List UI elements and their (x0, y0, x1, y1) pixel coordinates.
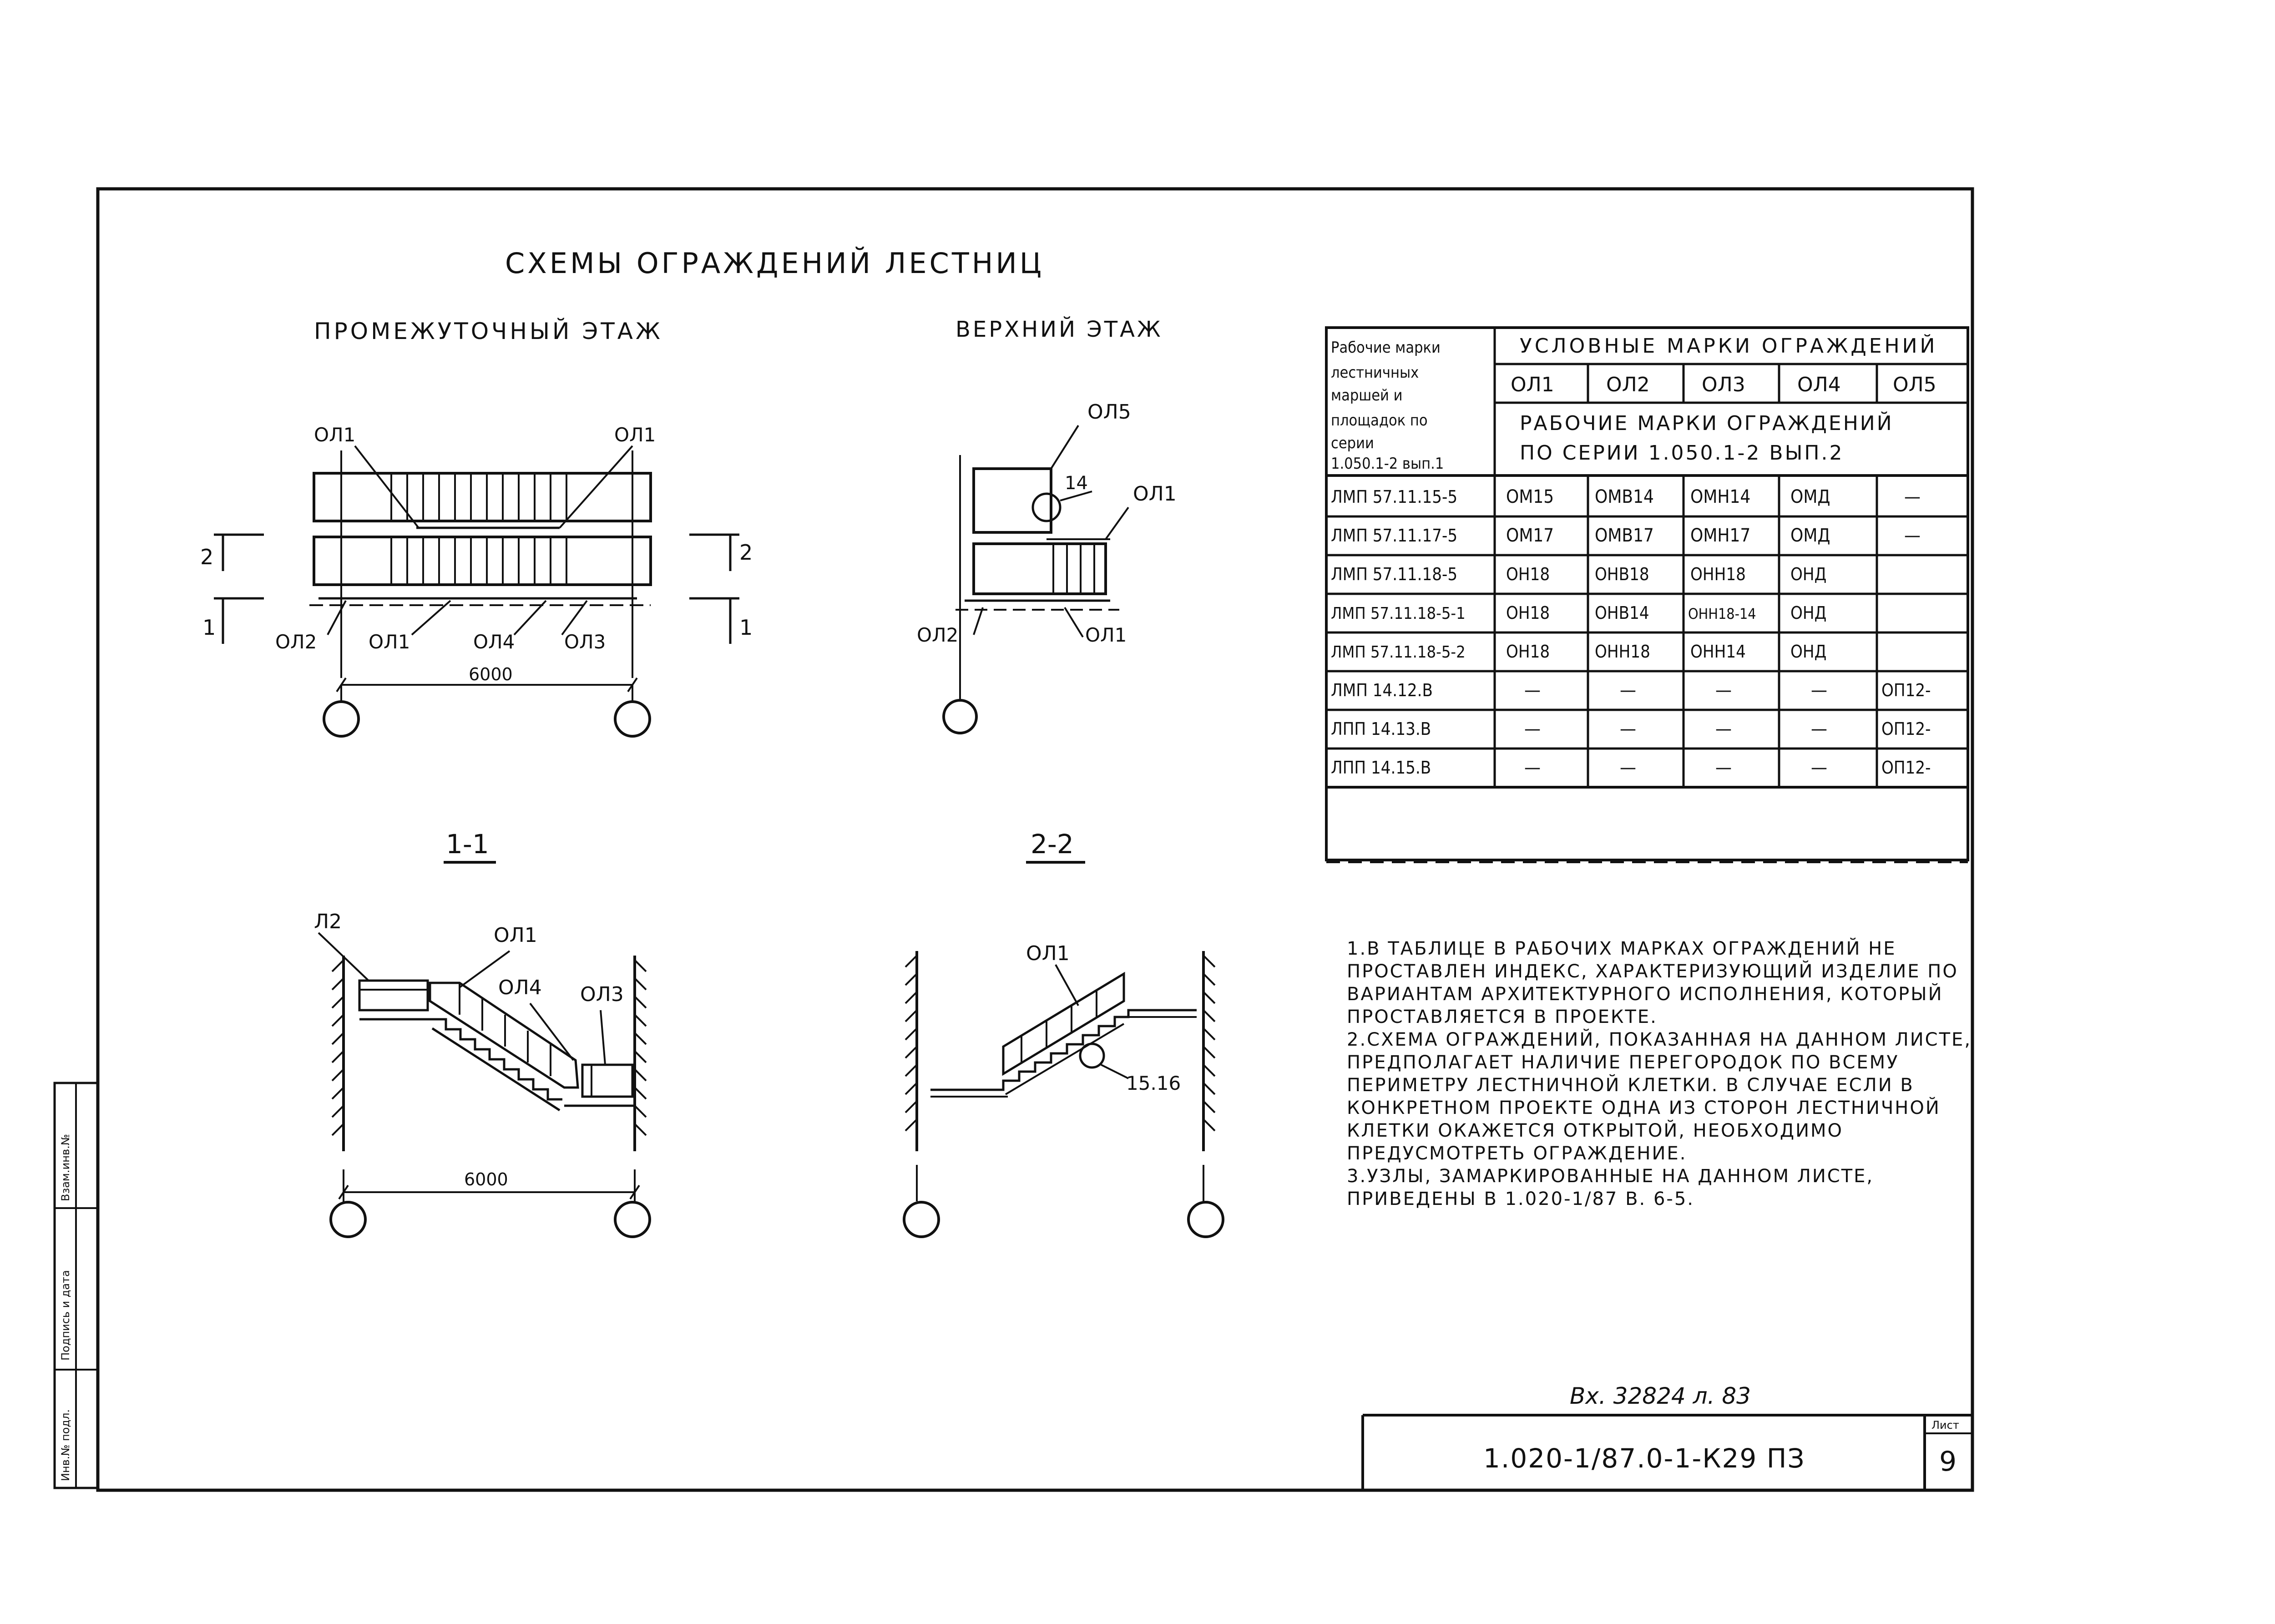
section1-label-l2: Л2 (314, 910, 342, 933)
table-row (1331, 486, 1921, 507)
sheet-label: Лист (1931, 1419, 1959, 1432)
table-cell: — (1620, 757, 1636, 778)
table-cell-mark: ЛПП 14.15.В (1331, 758, 1431, 778)
table-cell: ОНН14 (1690, 642, 1746, 662)
plan-label-ol1-right: ОЛ1 (614, 424, 656, 446)
view-title-top: Верхний этаж (956, 317, 1163, 342)
table-header-row-label: Рабочие марки лестничных маршей и площадок по серии 1.050.1-2 вып.1 (1331, 339, 1444, 473)
table-cell: — (1620, 680, 1636, 701)
plan-label-ol2: ОЛ2 (275, 631, 317, 653)
table-cell-mark: ЛМП 57.11.18-5-2 (1331, 643, 1466, 662)
table-cell: ОН18 (1506, 642, 1550, 662)
table-cell: — (1524, 757, 1541, 778)
table-cell: ОМ17 (1506, 525, 1554, 546)
table-cell: ОМД (1790, 486, 1830, 507)
table-cell: ОН18 (1506, 603, 1550, 623)
plan-label-ol3: ОЛ3 (564, 631, 606, 653)
table-col-ol4: ОЛ4 (1797, 373, 1841, 396)
plan-top-label-ol2: ОЛ2 (917, 624, 959, 646)
table-cell: ОМ15 (1506, 486, 1554, 507)
sheet-number: 9 (1939, 1446, 1957, 1477)
table-cell-mark: ЛМП 57.11.15-5 (1331, 487, 1458, 507)
table-cell: ОНВ18 (1595, 564, 1649, 584)
sheet-title: Схемы ограждений лестниц (505, 247, 1044, 280)
plan-label-ol1-bottom: ОЛ1 (369, 631, 410, 653)
plan-label-ol1-left: ОЛ1 (314, 424, 356, 446)
table-col-ol2: ОЛ2 (1606, 373, 1650, 396)
table-cell-mark: ЛМП 57.11.18-5-1 (1331, 604, 1466, 623)
table-header-conditional: Условные марки ограждений (1520, 334, 1938, 358)
table-col-ol1: ОЛ1 (1511, 373, 1554, 396)
plan-dim-6000: 6000 (469, 664, 513, 684)
table-row (1331, 757, 1931, 778)
table-cell-mark: ЛПП 14.13.В (1331, 719, 1431, 739)
section1-label-ol3: ОЛ3 (580, 983, 624, 1006)
section1-dim-6000: 6000 (464, 1169, 508, 1189)
side-signature-date: Подпись и дата (59, 1270, 72, 1361)
table-cell: ОНВ14 (1595, 603, 1649, 623)
section-2-2 (904, 829, 1223, 1237)
table-cell: ОП12- (1881, 758, 1931, 778)
table-header-working: Рабочие марки ограждений по серии 1.050.1-2 вып.2 (1520, 412, 1894, 465)
table-cell: — (1811, 680, 1827, 701)
table-cell: — (1811, 718, 1827, 739)
cut-label-2-right: 2 (739, 540, 753, 565)
section-1-1 (314, 829, 650, 1237)
section-2-2-title: 2-2 (1031, 829, 1074, 860)
table-cell: ОНД (1790, 603, 1827, 623)
section1-label-ol4: ОЛ4 (498, 976, 542, 999)
note-item: 2.СХЕМА ОГРАЖДЕНИЙ, ПОКАЗАННАЯ НА ДАННОМ ЛИСТЕ, ПРЕДПОЛАГАЕТ НАЛИЧИЕ ПЕРЕГОРОДОК ПО ВСЕМУ ПЕРИМЕТРУ ЛЕСТНИЧНОЙ КЛЕТКИ. В СЛУЧАЕ ЕСЛИ В КОНКРЕТНОМ ПРОЕКТЕ ОДНА ИЗ СТОРОН ЛЕСТНИЧНОЙ КЛЕТКИ ОКАЖЕТСЯ ОТКРЫТОЙ, НЕОБХОДИМО ПРЕДУСМОТРЕТЬ ОГРАЖДЕНИЕ. (1347, 1029, 1979, 1164)
section2-label-node: 15.16 (1126, 1072, 1181, 1094)
side-replacement-inv: Взам.инв.№ (59, 1134, 72, 1201)
plan-top-label-ol1-bottom: ОЛ1 (1085, 624, 1127, 646)
section2-label-ol1: ОЛ1 (1026, 942, 1070, 965)
table-cell: ОМН14 (1690, 486, 1751, 507)
table-cell: ОМН17 (1690, 525, 1751, 546)
cut-label-1-right: 1 (739, 615, 753, 640)
table-row (1331, 680, 1931, 701)
table-cell-mark: ЛМП 14.12.В (1331, 680, 1433, 700)
cut-label-2-left: 2 (200, 545, 214, 569)
table-cell: — (1715, 757, 1732, 778)
table-cell: — (1811, 757, 1827, 778)
plan-top (917, 400, 1177, 733)
table-cell: ОМВ17 (1595, 525, 1654, 546)
note-item: 3.УЗЛЫ, ЗАМАРКИРОВАННЫЕ НА ДАННОМ ЛИСТЕ, ПРИВЕДЕНЫ В 1.020-1/87 В. 6-5. (1347, 1166, 1881, 1209)
title-block (1363, 1383, 1972, 1490)
table-cell: — (1524, 680, 1541, 701)
marks-table (1326, 328, 1968, 862)
view-title-intermediate: Промежуточный этаж (314, 318, 663, 344)
plan-top-label-ol1: ОЛ1 (1133, 482, 1177, 506)
plan-label-ol4: ОЛ4 (473, 631, 515, 653)
table-cell: — (1715, 680, 1732, 701)
table-cell: ОНН18-14 (1688, 605, 1756, 622)
table-cell: ОНД (1790, 564, 1827, 584)
table-row (1331, 603, 1826, 623)
table-cell: — (1524, 718, 1541, 739)
note-item: 1.В ТАБЛИЦЕ В РАБОЧИХ МАРКАХ ОГРАЖДЕНИЙ НЕ ПРОСТАВЛЕН ИНДЕКС, ХАРАКТЕРИЗУЮЩИЙ ИЗДЕЛИЕ ПО ВАРИАНТАМ АРХИТЕКТУРНОГО ИСПОЛНЕНИЯ, КОТОРЫЙ ПРОСТАВЛЯЕТСЯ В ПРОЕКТЕ. (1347, 938, 1966, 1027)
table-cell: ОМД (1790, 525, 1830, 546)
table-cell: ОНН18 (1595, 642, 1650, 662)
table-cell-mark: ЛМП 57.11.18-5 (1331, 564, 1458, 584)
table-row (1331, 525, 1921, 546)
notes-block (1347, 937, 1979, 1210)
document-code: 1.020-1/87.0-1-К29 ПЗ (1483, 1443, 1805, 1474)
plan-top-label-ol5: ОЛ5 (1087, 400, 1131, 424)
table-cell-mark: ЛМП 57.11.17-5 (1331, 526, 1458, 546)
table-cell: — (1715, 718, 1732, 739)
table-col-ol5: ОЛ5 (1893, 373, 1936, 396)
table-row (1331, 642, 1826, 662)
plan-top-label-node14: 14 (1065, 473, 1088, 494)
section-1-1-title: 1-1 (446, 829, 489, 860)
table-cell: ОП12- (1881, 719, 1931, 739)
side-strip (55, 1083, 98, 1488)
table-cell: — (1904, 486, 1921, 507)
side-inv-original: Инв.№ подл. (59, 1409, 72, 1481)
table-cell: ОНД (1790, 642, 1827, 662)
table-row (1331, 564, 1826, 584)
table-cell: — (1620, 718, 1636, 739)
table-cell: ОНН18 (1690, 564, 1746, 584)
cut-label-1-left: 1 (202, 615, 216, 640)
table-cell: — (1904, 525, 1921, 546)
table-row (1331, 718, 1931, 739)
plan-intermediate (200, 424, 753, 736)
table-cell: ОП12- (1881, 680, 1931, 700)
table-col-ol3: ОЛ3 (1702, 373, 1745, 396)
table-cell: ОН18 (1506, 564, 1550, 584)
handwritten-reference: Вх. 32824 л. 83 (1570, 1383, 1751, 1409)
section1-label-ol1: ОЛ1 (494, 924, 537, 947)
table-cell: ОМВ14 (1595, 486, 1654, 507)
